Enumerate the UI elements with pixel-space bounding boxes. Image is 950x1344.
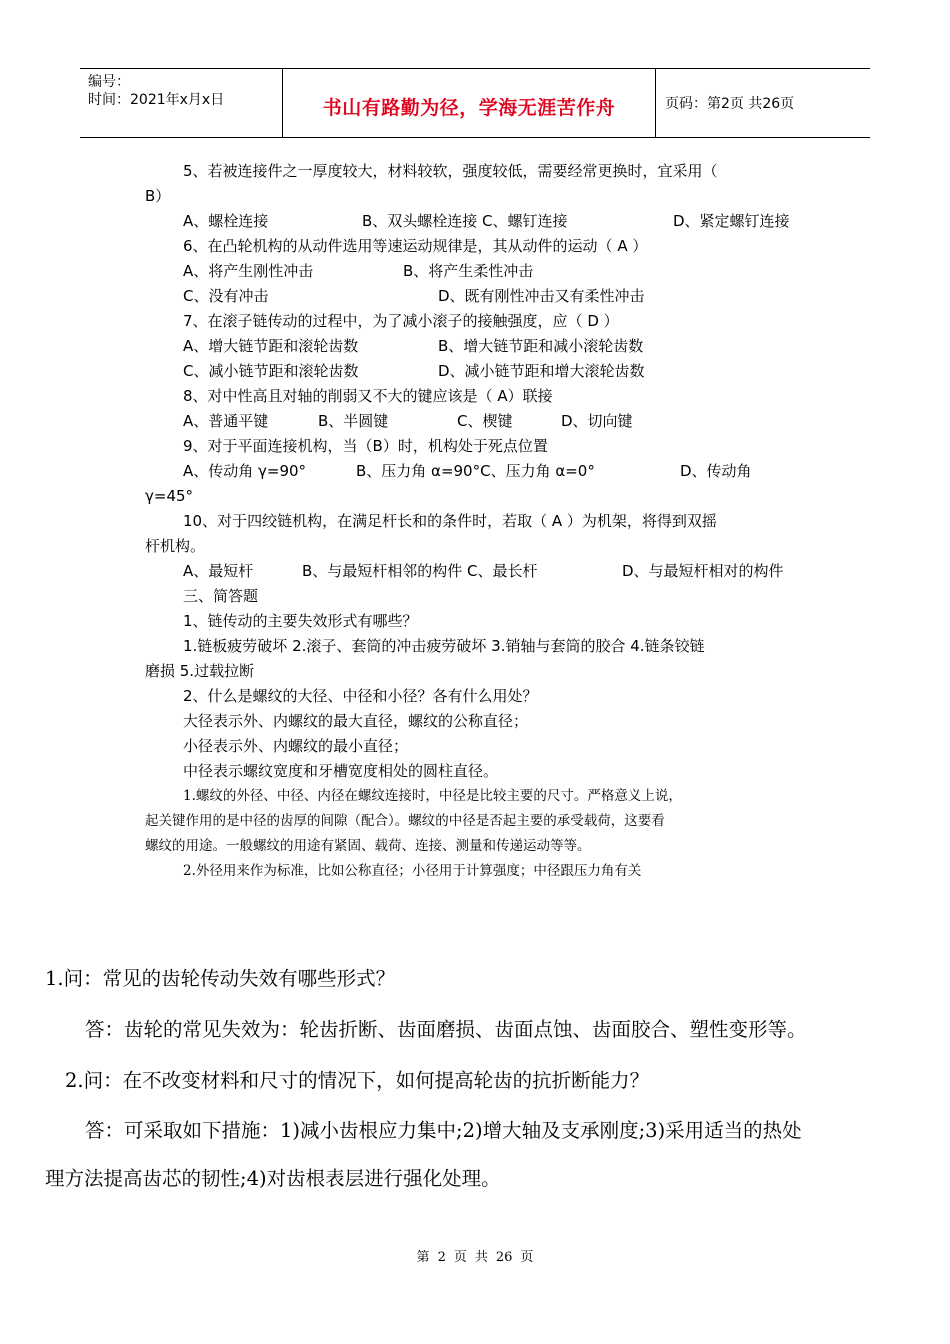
q6-option-c: C、没有冲击 <box>183 287 269 305</box>
q8-option-c: C、楔键 <box>457 412 513 430</box>
q5-option-d: D、紧定螺钉连接 <box>673 212 790 230</box>
q9-option-d-cont: γ=45° <box>145 487 194 505</box>
q9-option-bc: B、压力角 α=90°C、压力角 α=0° <box>356 462 595 480</box>
q8-option-d: D、切向键 <box>561 412 633 430</box>
short-a1-cont: 磨损 5.过载拉断 <box>145 662 255 680</box>
q10-option-a: A、最短杆 <box>183 562 254 580</box>
question-10: 10、对于四绞链机构，在满足杆长和的条件时，若取（ A ）为机架，将得到双摇 <box>183 512 717 530</box>
q7-option-d: D、减小链节距和增大滚轮齿数 <box>438 362 645 380</box>
qa-question-2: 2.问：在不改变材料和尺寸的情况下，如何提高轮齿的抗折断能力？ <box>65 1069 650 1092</box>
q9-option-a: A、传动角 γ=90° <box>183 462 307 480</box>
footer-ye-2: 页 <box>520 1250 534 1265</box>
short-a2-note4: 2.外径用来作为标准，比如公称直径；小径用于计算强度；中径跟压力角有关 <box>183 863 642 879</box>
question-10-cont: 杆机构。 <box>145 537 206 555</box>
q6-option-b: B、将产生柔性冲击 <box>403 262 534 280</box>
short-a1: 1.链板疲劳破坏 2.滚子、套筒的冲击疲劳破坏 3.销轴与套筒的胶合 4.链条铰链 <box>183 637 705 655</box>
qa-answer-2-cont: 理方法提高齿芯的韧性;4)对齿根表层进行强化处理。 <box>45 1167 501 1190</box>
short-a2-line3: 中径表示螺纹宽度和牙槽宽度相处的圆柱直径。 <box>183 762 499 780</box>
page-header <box>80 68 870 138</box>
short-a2-note3: 螺纹的用途。一般螺纹的用途有紧固、载荷、连接、测量和传递运动等等。 <box>145 838 591 854</box>
question-7: 7、在滚子链传动的过程中，为了减小滚子的接触强度，应（ D ） <box>183 312 619 330</box>
q6-option-a: A、将产生刚性冲击 <box>183 262 314 280</box>
q7-option-c: C、减小链节距和滚轮齿数 <box>183 362 359 380</box>
short-a2-line2: 小径表示外、内螺纹的最小直径； <box>183 737 409 755</box>
short-a2-line1: 大径表示外、内螺纹的最大直径，螺纹的公称直径； <box>183 712 529 730</box>
q5-option-a: A、螺栓连接 <box>183 212 269 230</box>
q7-option-a: A、增大链节距和滚轮齿数 <box>183 337 359 355</box>
question-8: 8、对中性高且对轴的削弱又不大的键应该是（ A）联接 <box>183 387 553 405</box>
short-a2-note2: 起关键作用的是中径的齿厚的间隙（配合）。螺纹的中径是否起主要的承受载荷，这要看 <box>145 813 665 829</box>
footer-total-pages: 26 <box>495 1250 513 1265</box>
time-label: 时间：2021年x月x日 <box>88 92 225 108</box>
footer-di: 第 <box>416 1250 430 1265</box>
footer-page-number: 2 <box>437 1250 446 1265</box>
number-label: 编号： <box>88 74 130 90</box>
header-motto-cell <box>282 69 656 137</box>
q10-option-d: D、与最短杆相对的构件 <box>622 562 784 580</box>
question-6: 6、在凸轮机构的从动件选用等速运动规律是，其从动件的运动（ A ） <box>183 237 648 255</box>
q8-option-a: A、普通平键 <box>183 412 269 430</box>
question-5-answer: B） <box>145 187 171 205</box>
short-q1: 1、链传动的主要失效形式有哪些？ <box>183 612 418 630</box>
short-q2: 2、什么是螺纹的大径、中径和小径？各有什么用处？ <box>183 687 538 705</box>
page-info: 页码：第2页 共26页 <box>665 96 795 112</box>
q5-option-bc: B、双头螺栓连接 C、螺钉连接 <box>362 212 568 230</box>
qa-question-1: 1.问：常见的齿轮传动失效有哪些形式？ <box>45 967 396 990</box>
q9-option-d: D、传动角 <box>680 462 752 480</box>
q10-option-bc: B、与最短杆相邻的构件 C、最长杆 <box>302 562 538 580</box>
header-page-cell <box>655 69 870 137</box>
footer-gong: 共 <box>474 1250 488 1265</box>
q8-option-b: B、半圆键 <box>318 412 389 430</box>
header-meta-cell <box>80 69 282 137</box>
q6-option-d: D、既有刚性冲击又有柔性冲击 <box>438 287 645 305</box>
question-9: 9、对于平面连接机构，当（B）时，机构处于死点位置 <box>183 437 548 455</box>
motto-text: 书山有路勤为径，学海无涯苦作舟 <box>322 97 616 119</box>
q7-option-b: B、增大链节距和减小滚轮齿数 <box>438 337 644 355</box>
qa-answer-2: 答：可采取如下措施：1)减小齿根应力集中;2)增大轴及支承刚度;3)采用适当的热处 <box>85 1119 802 1142</box>
short-a2-note1: 1.螺纹的外径、中径、内径在螺纹连接时，中径是比较主要的尺寸。严格意义上说， <box>183 788 682 804</box>
qa-answer-1: 答：齿轮的常见失效为：轮齿折断、齿面磨损、齿面点蚀、齿面胶合、塑性变形等。 <box>85 1018 807 1041</box>
section-heading: 三、简答题 <box>183 587 259 605</box>
footer-ye: 页 <box>453 1250 467 1265</box>
question-5: 5、若被连接件之一厚度较大，材料较软，强度较低，需要经常更换时，宜采用（ <box>183 162 718 180</box>
page-footer <box>0 1246 950 1265</box>
